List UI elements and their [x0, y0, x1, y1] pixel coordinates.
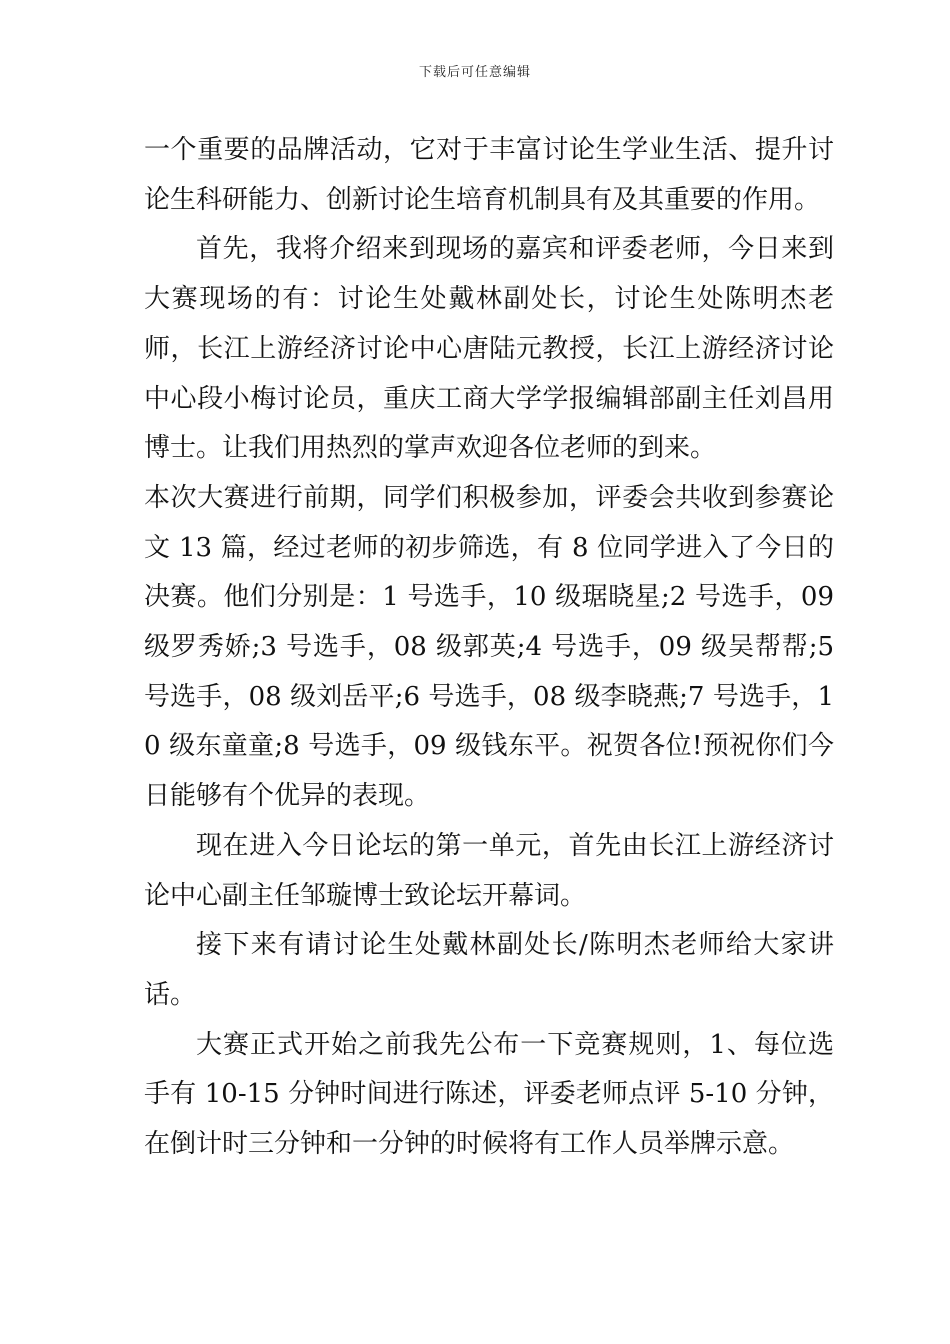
paragraph-speech-invitation: 接下来有请讨论生处戴林副处长/陈明杰老师给大家讲话。: [144, 930, 834, 1010]
document-body: [144, 126, 834, 1170]
paragraph-guest-introduction: 首先，我将介绍来到现场的嘉宾和评委老师，今日来到大赛现场的有：讨论生处戴林副处长，讨论生处陈明杰老师，长江上游经济讨论中心唐陆元教授，长江上游经济讨论中心段小梅讨论员，重庆工商大学学报编辑部副主任刘昌用博士。让我们用热烈的掌声欢迎各位老师的到来。: [144, 234, 834, 464]
paragraph-contestant-list: 本次大赛进行前期，同学们积极参加，评委会共收到参赛论文 13 篇，经过老师的初步筛选，有 8 位同学进入了今日的决赛。他们分别是：1 号选手，10 级琚晓星;2 号选手，09 级罗秀娇;3 号选手，08 级郭英;4 号选手，09 级吴帮帮;5 号选手，08 级刘岳平;6 号选手，08 级李晓燕;7 号选手，10 级东童童;8 号选手，09 级钱东平。祝贺各位!预祝你们今日能够有个优异的表现。: [144, 482, 834, 812]
paragraph-first-unit: 现在进入今日论坛的第一单元，首先由长江上游经济讨论中心副主任邹璇博士致论坛开幕词。: [144, 830, 834, 911]
page-header: 下载后可任意编辑: [418, 65, 531, 80]
paragraph-intro-continuation: 一个重要的品牌活动，它对于丰富讨论生学业生活、提升讨论生科研能力、创新讨论生培育机制具有及其重要的作用。: [144, 135, 834, 215]
paragraph-competition-rules: 大赛正式开始之前我先公布一下竞赛规则，1、每位选手有 10-15 分钟时间进行陈述，评委老师点评 5-10 分钟，在倒计时三分钟和一分钟的时候将有工作人员举牌示意。: [144, 1029, 834, 1160]
